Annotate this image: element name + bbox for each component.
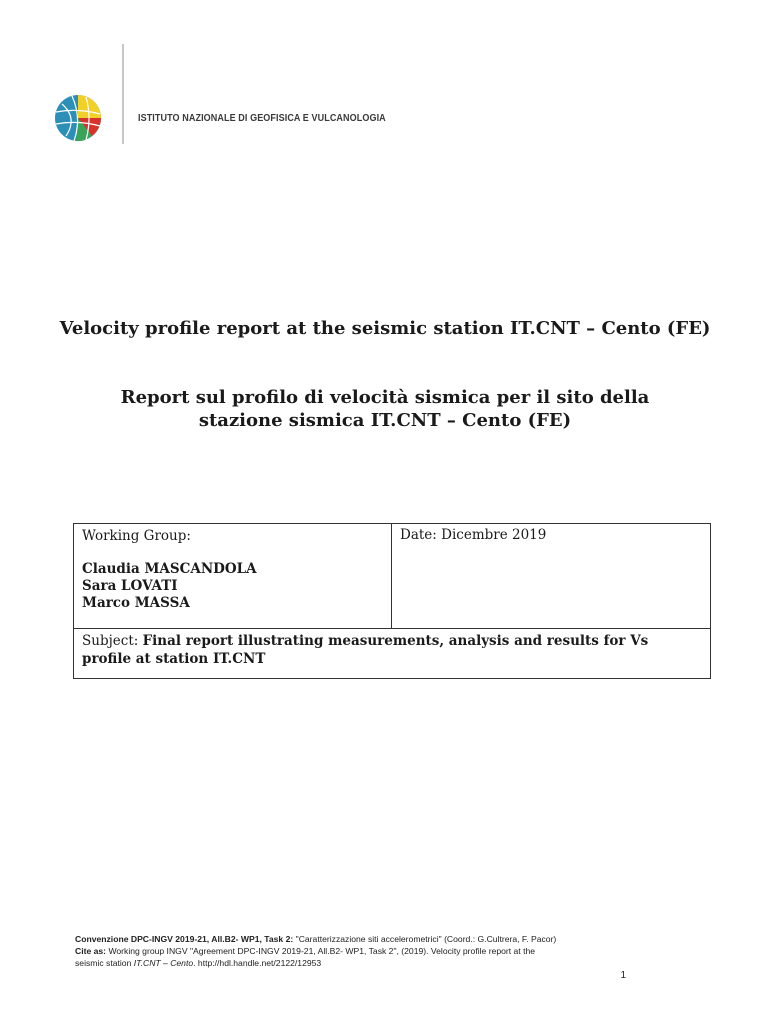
- footer-cite-label: Cite as:: [75, 946, 107, 956]
- member-name: Sara LOVATI: [82, 578, 178, 594]
- subject-cell: [74, 628, 710, 678]
- date-value: Dicembre 2019: [441, 527, 547, 543]
- member-name: Marco MASSA: [82, 595, 190, 611]
- info-table: [73, 523, 711, 679]
- footer-convention-text: "Caratterizzazione siti accelerometrici" (Coord.: G.Cultrera, F. Pacor): [295, 934, 557, 944]
- subject-value: Final report illustrating measurements, analysis and results for Vs profile at station IT.CNT: [82, 633, 649, 667]
- working-group-label: Working Group:: [82, 528, 191, 544]
- date-label: Date:: [400, 527, 437, 543]
- working-group-cell: [74, 524, 392, 628]
- footer-citation: [75, 933, 675, 969]
- footer-cite-text: Working group INGV "Agreement DPC-INGV 2019-21, All.B2- WP1, Task 2", (2019). Velocity profile report at the: [108, 946, 536, 956]
- ingv-globe-logo-icon: [52, 92, 108, 142]
- footer-handle-link[interactable]: . http://hdl.handle.net/2122/12953: [193, 958, 322, 968]
- footer-station-name: IT.CNT – Cento: [133, 958, 194, 968]
- footer-station-text: seismic station: [75, 958, 132, 968]
- footer-convention-label: Convenzione DPC-INGV 2019-21, All.B2- WP1, Task 2:: [75, 934, 294, 944]
- title-italian: Report sul profilo di velocità sismica per il sito della stazione sismica IT.CNT – Cento (FE): [120, 387, 650, 431]
- institute-name: ISTITUTO NAZIONALE DI GEOFISICA E VULCANOLOGIA: [138, 112, 386, 124]
- member-name: Claudia MASCANDOLA: [82, 561, 257, 577]
- page-number: 1: [620, 970, 626, 981]
- members-list: [82, 561, 383, 612]
- institute-logo: [50, 44, 390, 144]
- title-english: Velocity profile report at the seismic station IT.CNT – Cento (FE): [59, 318, 711, 339]
- date-cell: [392, 524, 710, 628]
- logo-divider: [122, 44, 124, 144]
- subject-label: Subject:: [82, 633, 139, 649]
